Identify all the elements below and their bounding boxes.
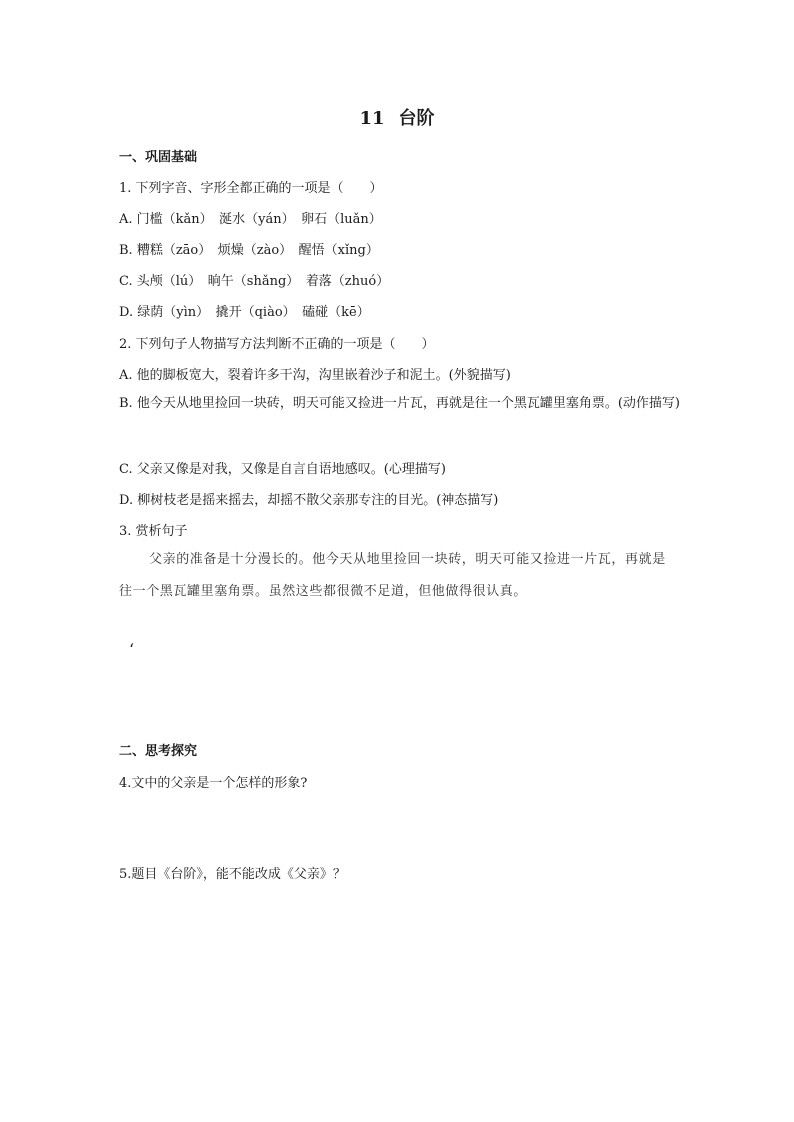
question-1: 1. 下列字音、字形全都正确的一项是（ ） <box>119 181 383 196</box>
question-2-option-d: D. 柳树枝老是摇来摇去，却摇不散父亲那专注的目光。(神态描写) <box>119 493 499 508</box>
lesson-title: 台阶 <box>398 108 435 129</box>
page-title <box>0 104 794 130</box>
question-2-option-b: B. 他今天从地里捡回一块砖，明天可能又捡进一片瓦，再就是往一个黑瓦罐里塞角票。(动作描写) <box>119 396 680 411</box>
question-5: 5.题目《台阶》，能不能改成《父亲》？ <box>119 867 346 882</box>
question-3: 3. 赏析句子 <box>119 524 188 539</box>
lesson-number: 11 <box>359 108 385 129</box>
question-1-option-d: D. 绿荫（yìn） 撬开（qiào） 磕碰（kē） <box>119 305 370 320</box>
question-4: 4.文中的父亲是一个怎样的形象? <box>119 776 308 791</box>
question-1-option-a: A. 门槛（kǎn） 涎水（yán） 卵石（luǎn） <box>119 212 382 227</box>
question-1-option-c: C. 头颅（lú） 晌午（shǎng） 着落（zhuó） <box>119 274 390 289</box>
section-heading-basics: 一、巩固基础 <box>119 150 198 165</box>
question-1-option-b: B. 糟糕（zāo） 烦燥（zào） 醒悟（xǐng） <box>119 243 379 258</box>
question-2: 2. 下列句子人物描写方法判断不正确的一项是（ ） <box>119 337 435 352</box>
stray-mark: ‘ <box>129 640 135 659</box>
question-3-passage: 父亲的准备是十分漫长的。他今天从地里捡回一块砖，明天可能又捡进一片瓦，再就是往一个黑瓦罐里塞角票。虽然这些都很微不足道，但他做得很认真。 <box>119 552 666 599</box>
question-2-option-a: A. 他的脚板宽大，裂着许多干沟，沟里嵌着沙子和泥土。(外貌描写) <box>119 368 511 383</box>
question-2-option-c: C. 父亲又像是对我，又像是自言自语地感叹。(心理描写) <box>119 462 446 477</box>
section-heading-inquiry: 二、思考探究 <box>119 744 198 759</box>
